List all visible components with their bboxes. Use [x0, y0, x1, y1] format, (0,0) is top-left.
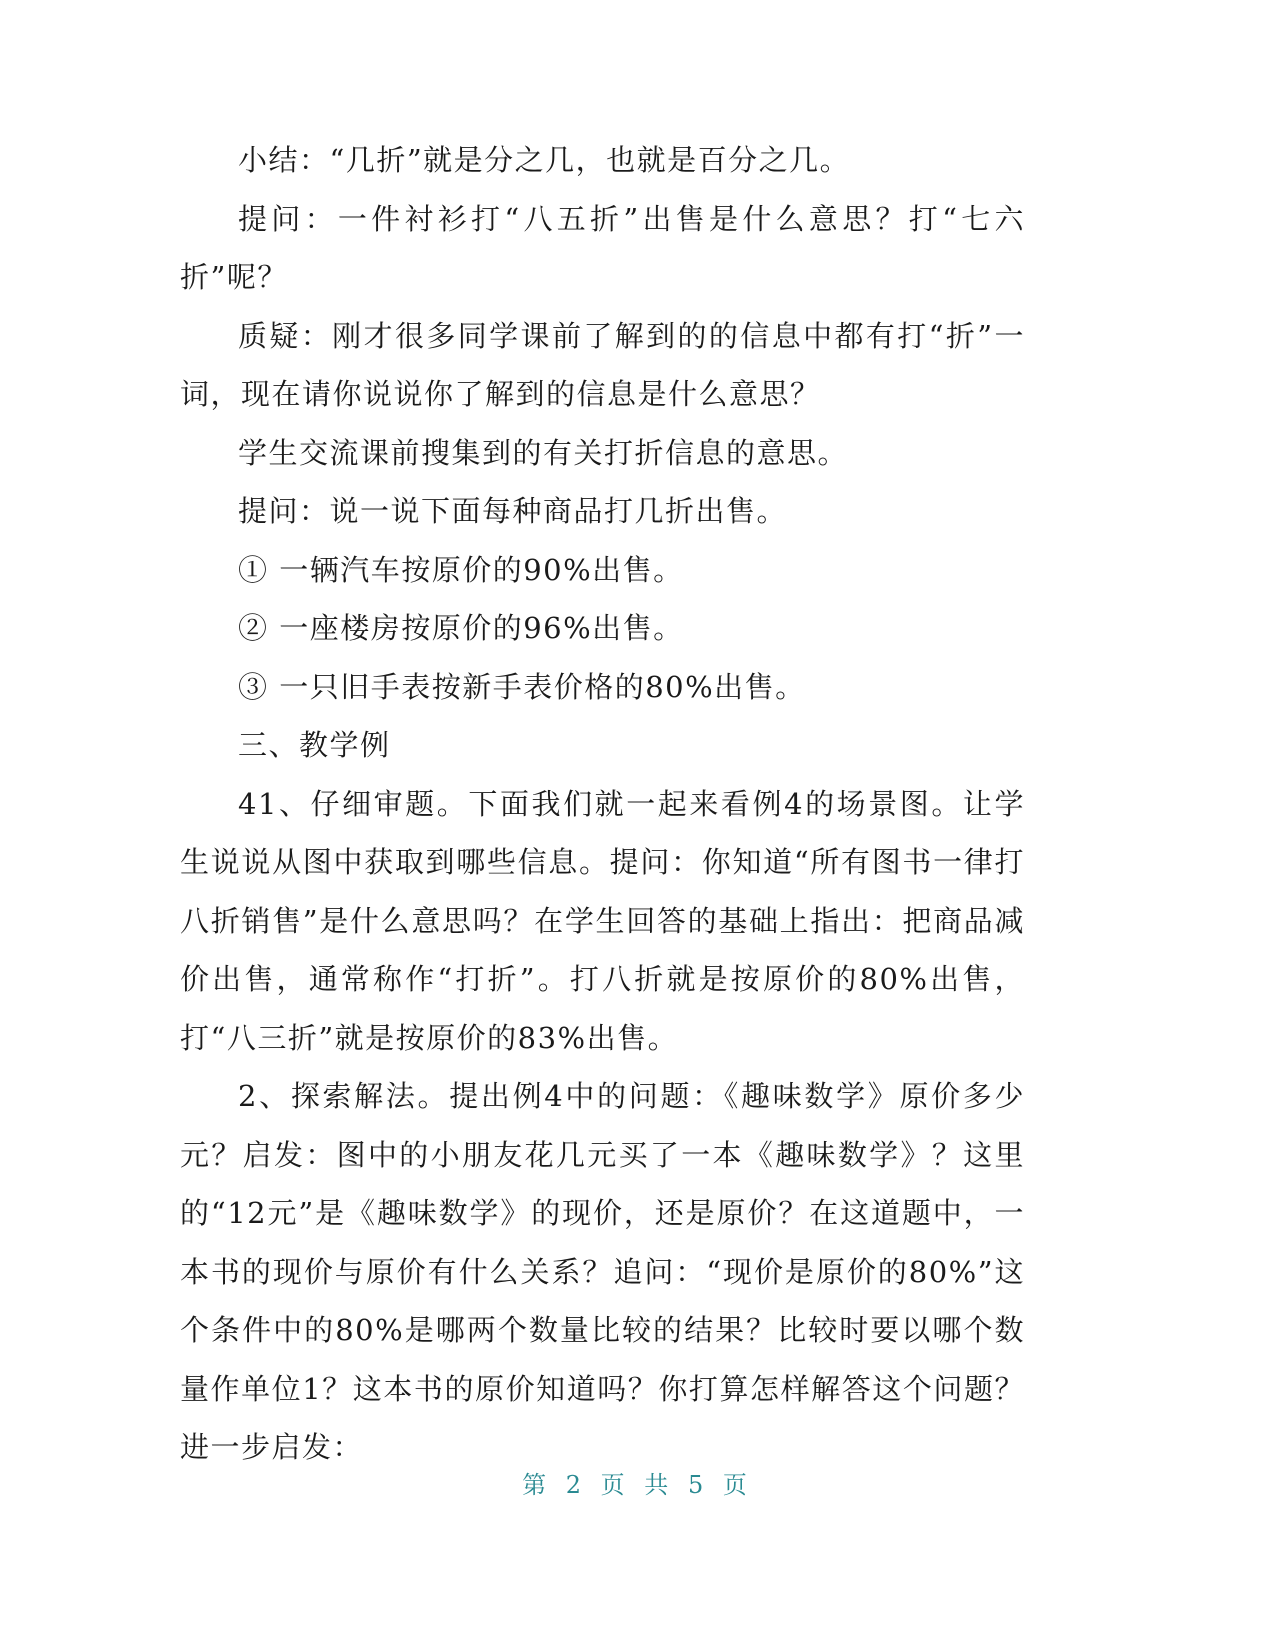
list-item-watch: ③ 一只旧手表按新手表价格的80%出售。: [238, 669, 806, 704]
section-heading-example: 三、教学例: [238, 728, 391, 762]
paragraph-step-explore: 2、探索解法。提出例4中的问题：《趣味数学》原价多少元？启发：图中的小朋友花几元买了一本《趣味数学》？这里的“12元”是《趣味数学》的现价，还是原价？在这道题中，一本书的现价与原价有什么关系？追问：“现价是原价的80%”这个条件中的80%是哪两个数量比较的结果？比较时要以哪个数量作单位1？这本书的原价知道吗？你打算怎样解答这个问题？进一步启发：: [180, 1079, 1025, 1464]
page-number-footer: 第 2 页 共 5 页: [522, 1471, 753, 1499]
paragraph-student-exchange: 学生交流课前搜集到的有关打折信息的意思。: [238, 435, 849, 470]
list-item-building: ② 一座楼房按原价的96%出售。: [238, 611, 684, 645]
paragraph-query: 质疑：刚才很多同学课前了解到的的信息中都有打“折”一词，现在请你说说你了解到的信息是什么意思？: [180, 318, 1025, 411]
list-item-car: ① 一辆汽车按原价的90%出售。: [238, 552, 684, 587]
paragraph-step-review: 41、仔细审题。下面我们就一起来看例4的场景图。让学生说说从图中获取到哪些信息。提问：你知道“所有图书一律打八折销售”是什么意思吗？在学生回答的基础上指出：把商品减价出售，通常称作“打折”。打八折就是按原价的80%出售，打“八三折”就是按原价的83%出售。: [180, 786, 1025, 1055]
paragraph-question-shirt: 提问：一件衬衫打“八五折”出售是什么意思？打“七六折”呢？: [180, 201, 1025, 294]
paragraph-summary: 小结：“几折”就是分之几，也就是百分之几。: [238, 143, 851, 177]
document-body: [180, 131, 1025, 1477]
paragraph-question-products: 提问：说一说下面每种商品打几折出售。: [238, 494, 788, 528]
